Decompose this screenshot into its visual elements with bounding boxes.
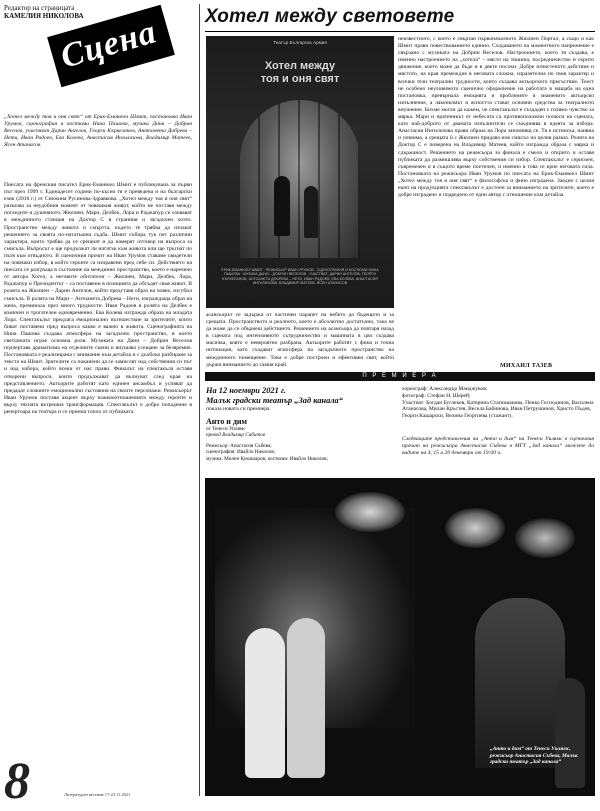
premiere-date-line: На 12 ноември 2021 г. <box>206 386 286 395</box>
section-logo <box>34 12 184 84</box>
premiere-crew <box>206 443 402 462</box>
play-poster-image <box>206 36 394 308</box>
poster-title <box>206 60 394 86</box>
review-body-under-poster: асансьорът се задържа от частичен парапет на небето до бъдещето и за срещата. Пространството и реалното, което е абсолютно достатъчно, така че да може да се обърнеш действието. Решението на асансьора да повтаря назад в сцената под интензивното сътрудничество и машината в цял създава масичка, която е невероятно разбрана. Актьорите работят с фина и точна интонация, като създават атмосфера на загадъчното пространство на междинното помещение. Това е добре построен и ефективен свят, който държи вниманието до самия край. <box>206 312 394 368</box>
premiere-info <box>206 386 402 462</box>
premiere-cast <box>402 386 594 420</box>
premiere-subtitle: показа новата си премиера <box>206 406 270 412</box>
crew-scenography: сценография: Ивайло Николов; <box>206 449 276 456</box>
poster-theatre: Театър Българска Армия <box>273 40 327 45</box>
poster-title-line2: тоя и оня свят <box>260 73 340 85</box>
next-shows-note: Следващите представления на „Анто и дим“ на Тенеси Уилямс в сценичния прочит на режисьора Анастасия Събева в МГТ „Зад канала“ можете да видите на 4, 15 и 20 декември от 19:00 ч. <box>402 436 594 457</box>
poster-credits: ЕРИК-ЕМАНЮЕЛ ШМИТ · РЕЖИСЬОР ИВАН УРУМОВ · СЦЕНОГРАФИЯ И КОСТЮМИ НИНА ПАШОВА · МУЗИКА ДАНИ – ДОБРИН ВЕСЕЛОВ · УЧАСТВАТ: ДАРИН АНГЕЛОВ, ГЕОРГИ КЪРКЕЛАНОВ, АНТОАНЕТА ДОБРЕВА – НЕТИ, ИВАН РАДОЕВ, ЕВА КОЛЕВА, АНАСТАСИЯ ИНГИЛИЗОВА, ВЛАДИМИР МАТЕЕВ, ЯСЕН АТАНАСОВ <box>221 268 379 286</box>
photo-caption: „Анто и дим“ от Тенеси Уилямс, режисьор Анастасия Събева, Малък градски театър „Зад канала“ <box>490 746 578 766</box>
crew-music-costumes: музика: Милен Кукошаров; костюми: Ивайло Николов; <box>206 455 328 462</box>
article-author: МИХАИЛ ТАЗЕВ <box>500 363 553 369</box>
article-title: Хотел между световете <box>205 6 455 27</box>
review-body-left: Пиесата на френския писател Ерик-Еманюел Шмит е публикувана за първи път през 1999 г. Единадесет години по-късно тя е преведена и на български език (2010 г.) от Снежина Русинова-Здравкова. „Хотел между тоя и оня свят“ разказва за неудобния момент от човешкия живот, който не поставя между погледите и душевното. Жюлиен, Мари, Делбек, Лора и Раджапур се озовават в междинното станция на Доктор С в странния и загадъчен хотел. Пространство между живота и смъртта, където те трябва да изчакат решението за своята по-нататъшна съдба. Шмит събира тук пет различни характера, които трябва да се срещнат и да намерят отговор на въпроса за смисъла. Въпросът е ще продължат ли нататък към живота или ще тръгнат по пътя към отвъдното. В сценичния прочит на Иван Урумов ставаме свидетели на човешки избор, в който героите са изправени пред себе си. Действието на пиесата се разгръща в състояние на междинно пространство, което е наречено от автора Хотел, а неговите обитатели – Жюлиен, Мари, Делбек, Лора, Раджапур и Президентът – са поставени в позицията да обсъдят своя живот. В ролята на Жюлиен – Дарин Ангелов, който представя образ на човек, изгубил смисъла. В ролята на Мари – Антоанета Добрева – Нети, изграждаща образ на жена, преминала през много трудности. Иван Радоев в ролята на Делбек е комичен и трогателен едновременно. Ева Колева изгражда образа на младата Лора. Спектакълът предлага емоционално пътешествие за зрителите, които биват поставени пред въпроса какво е важно в живота. Сценографията на Нина Пашова създава атмосфера на загадъчно пространство, в което светлината играе основна роля. Музиката на Дани – Добрин Веселов подчертава драматизма на отделните сцени и внушава усещане за безвремие. Постановката е реализирана с внимание към детайла и с дълбоко разбиране за текста на Шмит. Зрителите са поканени да се замислят над собствения си път и над избора, който всеки от нас прави. Финалът на спектакъла оставя отворени въпроси, които продължават да вълнуват след края на представлението. Актьорите работят като единен ансамбъл и успяват да предадат сложните емоционални състояния на своите персонажи. Режисьорът Иван Урумов поставя акцент върху взаимоотношенията между героите и върху тяхната вътрешна трансформация. Спектакълът е добро попадение в репертоара на театъра и се приема топло от публиката. <box>4 182 192 415</box>
play-credits-left: „Хотел между тоя и оня свят“ от Ерик-Еманюел Шмит, постановка Иван Урумов, сценография и костюми Нина Пашова, музика Дани – Добрин Веселов, участват Дарин Ангелов, Георги Къркеланов, Антоанета Добрева – Нети, Иван Радоев, Ева Колева, Анастасия Ингилизова, Владимир Матеев, Ясен Атанасов. <box>4 114 192 149</box>
title-rule <box>205 31 595 32</box>
column-divider <box>199 4 200 796</box>
left-column <box>4 4 194 810</box>
crew-director: Режисьор: Анастасия Събева; <box>206 442 272 449</box>
page-number: 8 <box>4 753 30 810</box>
poster-title-line1: Хотел между <box>264 60 336 72</box>
review-body-right: неизвестното, с което е свързан първоначалното Жюлиен Портал, а също и как Шмит прави повествованието единно. Създаването на моментното напрежение е свързано с музиката на Добрин Веселов. Настроението, което тя създава, е именно настроението на „хотела“ – място на тишина, посредничество и скрито движение, което може да бъде и в двете посоки. Добре изчистеното действие и мястото, на края премеждие в неговата сложна, изразителна по своя характер и всички тези театрални трудности, които създава актьорското присъствие. Тоест не особено неуловимото сценично оформление на работата в мащаба на една постановка, превърнала емоцията и проблемите в знаменито актьорско изпълнение, а лаконизмът и ясността стават основни средства за театралното внушение. Бихме могли да кажем, че спектакълът е създаден с голямо чувство за мярка. Мари и пратеникът от небесата са противоположни полюси на сцената, като най-доброто от двамата изпълнители се съединява в идеята за избора. Анастасия Ингилизова прави образа на Лора запомнящ се. Тя е истинска, наивна и уязвима, а срещата ѝ с Жюлиен придава нов смисъл на целия разказ. Ролята на Доктор С е поверена на Владимир Матеев, който изгражда образа с мярка и сдържаност. Решението на режисьора за финала е смело и открито и оставя публиката да размишлява върху собствения си избор. Спектакълът е сериозен, съвременен и в същото време поетичен, и именно в това се крие неговата сила. Постановката на режисьора Иван Урумов по пиесата на Ерик-Еманюел Шмит „Хотел между тоя и оня свят“ е философска и фино изградена. Заедно с целия екип на продукцията спектакълът е достоен за вниманието на зрителите, което е добре изградено и подредено от един автор с отношение към детайла. <box>398 36 594 199</box>
premiere-venue: Малък градски театър „Зад канала“ <box>206 396 343 405</box>
premiere-banner: П Р Е М И Е Р А <box>205 372 595 381</box>
poster-bars-graphic <box>240 100 360 258</box>
actor-figure <box>555 678 585 788</box>
actor-figure <box>245 628 285 778</box>
premiere-play-title: Анто и дим <box>206 417 247 426</box>
editor-role: Редактор на страницата <box>4 4 75 12</box>
cast-row: Участват: Богдан Буглеков, Катерина Стагюшанова, Пенко Госпoдинов, Василена Атанасова, Милан Кръстев, Веселa Бабинова, Иван Петрушинов, Христo Пъдев, Георги Кашарски, Велина Георгиева (стажант). <box>402 399 594 420</box>
poster-figure <box>304 186 318 238</box>
cast-row: фотограф: Стефан Н. Шерей; <box>402 392 471 399</box>
poster-figure <box>274 176 290 236</box>
section-word: Сцена <box>56 13 161 76</box>
premiere-translator: превод Владимир Сабитов <box>206 432 266 439</box>
premiere-date <box>206 386 402 406</box>
cast-row: хореограф: Александър Манджуков; <box>402 386 488 392</box>
actor-figure <box>287 618 325 778</box>
editor-name: КАМЕЛИЯ НИКОЛОВА <box>4 12 84 21</box>
premiere-play-author: от Тенеси Уилямс <box>206 426 246 432</box>
page-footer: Литературен вестник 17-23.11.2021 <box>64 792 131 797</box>
